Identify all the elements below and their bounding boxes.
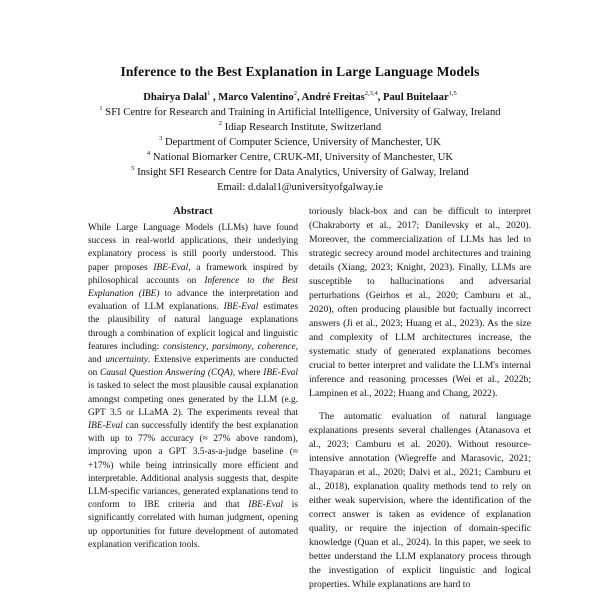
author-name: Marco Valentino xyxy=(218,92,294,103)
author-block xyxy=(0,90,600,195)
author-name: Paul Buitelaar xyxy=(383,92,449,103)
author-name: Dhairya Dalal xyxy=(143,92,208,103)
abstract-body: While Large Language Models (LLMs) have found success in real-world applications, their underlying explanatory process is still poorly understood. This paper proposes IBE-Eval, a framework inspired by philosophical accounts on Inference to the Best Explanation (IBE) to advance the interpretation and evaluation of LLM explanations. IBE-Eval estimates the plausibility of natural language explanations through a combination of explicit logical and linguistic features including: consistency, parsimony, coherence, and uncertainty. Extensive experiments are conducted on Causal Question Answering (CQA), where IBE-Eval is tasked to select the most plausible causal explanation amongst competing ones generated by the LLM (e.g. GPT 3.5 or LLaMA 2). The experiments reveal that IBE-Eval can successfully identify the best explanation with up to 77% accuracy (≈ 27% above random), improving upon a GPT 3.5-as-a-judge baseline (≈ +17%) while being intrinsically more efficient and interpretable. Additional analysis suggests that, despite LLM-specific variances, generated explanations tend to conform to IBE criteria and that IBE-Eval is significantly correlated with human judgment, opening up opportunities for future development of automated explanation verification tools. xyxy=(88,223,299,550)
affiliation: $^2$ Idiap Research Institute, Switzerland xyxy=(218,120,382,133)
body-paragraph: The automatic evaluation of natural language explanations presents several challenges (Atanasova et al., 2023; Camburu et al. 2020). Without resource-intensive annotation (Wiegreffe and Marasovic, 2021; Thayaparan et al., 2020; Dalvi et al., 2021; Camburu et al., 2018), explanation quality methods tend to rely on either weak supervision, where the identification of the correct answer is taken as evidence of explanation quality, or require the injection of domain-specific knowledge (Quan et al., 2024). In this paper, we seek to better understand the LLM explanatory process through the investigation of explicit linguistic and logical properties. While explanations are hard to xyxy=(309,411,531,590)
body-column-right xyxy=(309,205,531,600)
body-paragraph: toriously black-box and can be difficult to interpret (Chakraborty et al., 2017; Danilevsky et al., 2020). Moreover, the commercialization of LLMs has led to strategic secrecy around model architectures and training details (Xiang, 2023; Knight, 2023). Finally, LLMs are susceptible to hallucinations and adversarial perturbations (Geirhos et al., 2020; Camburu et al., 2020), often producing plausible but factually incorrect answers (Ji et al., 2023; Huang et al., 2023). As the size and complexity of LLM architectures increase, the systematic study of generated explanations becomes crucial to better interpret and validate the LLM's internal inference and reasoning processes (Wei et al., 2022b; Lampinen et al., 2022; Huang and Chang, 2022). xyxy=(309,206,531,399)
affiliation: $^1$ SFI Centre for Research and Training in Artificial Intelligence, University of Galway, Ireland xyxy=(99,105,501,118)
paper-title: Inference to the Best Explanation in Large Language Models xyxy=(120,64,480,79)
abstract-heading: Abstract xyxy=(173,206,213,217)
affiliation: $^3$ Department of Computer Science, University of Manchester, UK xyxy=(159,135,441,148)
affiliation: $^5$ Insight SFI Research Centre for Data Analytics, University of Galway, Ireland xyxy=(131,165,469,178)
author-name: André Freitas xyxy=(301,92,365,103)
email: Email: d.dalal1@universityofgalway.ie xyxy=(217,182,383,193)
affiliation: $^4$ National Biomarker Centre, CRUK-MI, University of Manchester, UK xyxy=(146,150,454,163)
author-names: Dhairya Dalal$^1$ , Marco Valentino$^2$, André Freitas$^{2,3,4}$, Paul Buitelaar$^{1,5}$ xyxy=(143,90,457,103)
